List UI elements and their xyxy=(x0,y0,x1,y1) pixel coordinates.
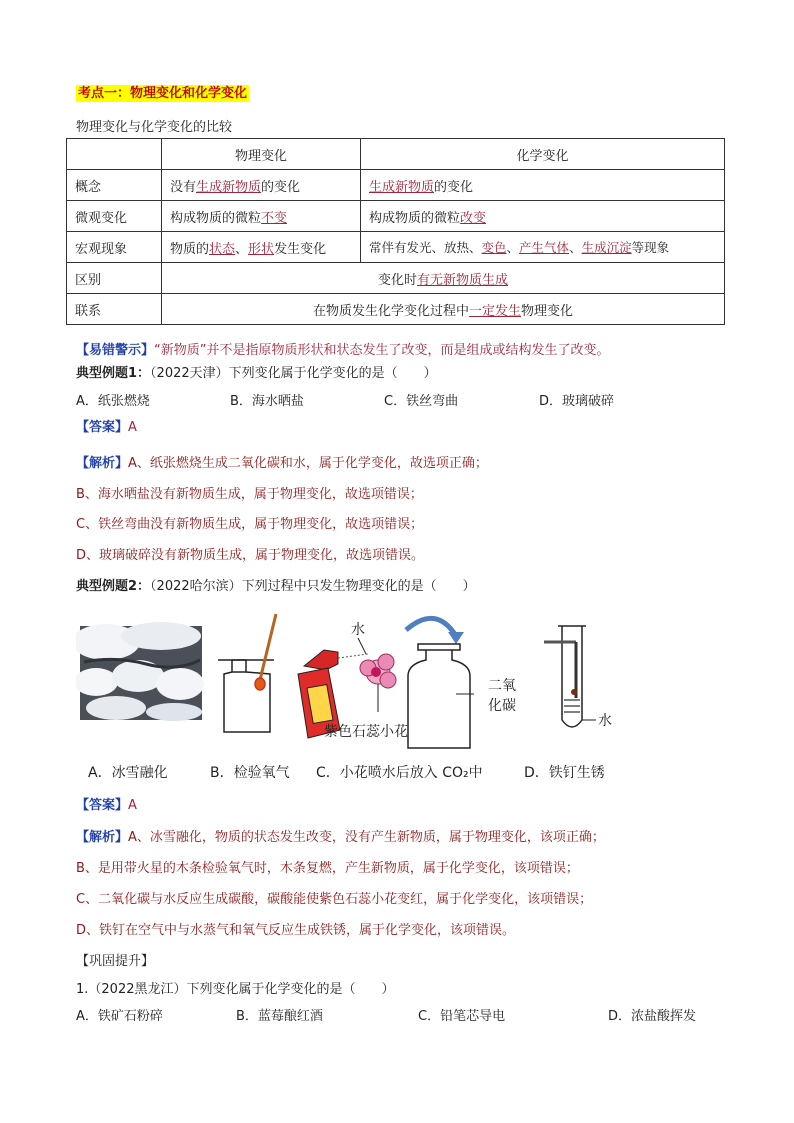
row-label: 微观变化 xyxy=(67,201,162,232)
table-row-macro xyxy=(67,232,725,263)
cell-physical: 物质的状态、形状发生变化 xyxy=(162,232,361,263)
example1-question: 典型例题1：（2022天津）下列变化属于化学变化的是（ ） xyxy=(76,366,437,381)
label-co2-1: 二氧 xyxy=(488,678,516,694)
option-b: B．海水晒盐 xyxy=(230,394,304,409)
cell-merged: 变化时有无新物质生成 xyxy=(162,263,725,294)
oxygen-test-bottle xyxy=(218,614,276,732)
row-label: 区别 xyxy=(67,263,162,294)
cell-chemical: 构成物质的微粒改变 xyxy=(361,201,725,232)
cell-physical: 没有生成新物质的变化 xyxy=(162,170,361,201)
example2-analysis-b: B、是用带火星的木条检验氧气时，木条复燃，产生新物质，属于化学变化，该项错误； xyxy=(76,861,579,876)
example1-analysis-c: C、铁丝弯曲没有新物质生成，属于物理变化，故选项错误； xyxy=(76,517,424,532)
test-tube xyxy=(544,626,586,727)
example2-question: 典型例题2：（2022哈尔滨）下列过程中只发生物理变化的是（ ） xyxy=(76,579,476,594)
row-label: 概念 xyxy=(67,170,162,201)
cell-chemical: 生成新物质的变化 xyxy=(361,170,725,201)
comparison-table xyxy=(66,138,725,325)
table-row-relation xyxy=(67,294,725,325)
option-d: D．浓盐酸挥发 xyxy=(608,1009,697,1024)
cell-physical: 构成物质的微粒不变 xyxy=(162,201,361,232)
example2-analysis-a: 【解析】A、冰雪融化，物质的状态发生改变，没有产生新物质，属于物理变化，该项正确； xyxy=(76,830,605,845)
header-empty xyxy=(67,139,162,170)
warning-line: 【易错警示】“新物质”并不是指原物质形状和状态发生了改变，而是组成或结构发生了改变。 xyxy=(76,343,610,358)
cell-chemical: 常伴有发光、放热、变色、产生气体、生成沉淀等现象 xyxy=(361,232,725,263)
label-water-2: 水 xyxy=(598,713,612,729)
consolidate-label: 【巩固提升】 xyxy=(76,954,155,969)
example1-analysis-d: D、玻璃破碎没有新物质生成，属于物理变化，故选项错误。 xyxy=(76,548,425,563)
option-a: A．冰雪融化 xyxy=(88,765,168,781)
example2-analysis-c: C、二氧化碳与水反应生成碳酸，碳酸能使紫色石蕊小花变红，属于化学变化，该项错误； xyxy=(76,892,593,907)
example1-analysis-a: 【解析】A、纸张燃烧生成二氧化碳和水，属于化学变化，故选项正确； xyxy=(76,456,488,471)
header-physical: 物理变化 xyxy=(162,139,361,170)
arrow-icon xyxy=(406,618,456,636)
label-co2-2: 化碳 xyxy=(488,698,516,714)
flower-icon xyxy=(360,654,396,712)
example2-answer: 【答案】A xyxy=(76,798,137,813)
example1-answer: 【答案】A xyxy=(76,420,137,435)
option-c: C．铁丝弯曲 xyxy=(384,394,459,409)
label-water: 水 xyxy=(351,622,365,638)
header-chemical: 化学变化 xyxy=(361,139,725,170)
option-a: A．铁矿石粉碎 xyxy=(76,1009,163,1024)
table-row-diff xyxy=(67,263,725,294)
cell-merged: 在物质发生化学变化过程中一定发生物理变化 xyxy=(162,294,725,325)
example2-analysis-d: D、铁钉在空气中与水蒸气和氧气反应生成铁锈，属于化学变化，该项错误。 xyxy=(76,923,516,938)
table-header-row xyxy=(67,139,725,170)
option-b: B．蓝莓酿红酒 xyxy=(236,1009,323,1024)
option-d: D．铁钉生锈 xyxy=(524,765,605,781)
table-row-concept xyxy=(67,170,725,201)
row-label: 宏观现象 xyxy=(67,232,162,263)
section-title: 考点一：物理变化和化学变化 xyxy=(78,86,248,101)
row-label: 联系 xyxy=(67,294,162,325)
table-row-micro xyxy=(67,201,725,232)
option-c: C．小花喷水后放入 CO₂中 xyxy=(316,765,483,781)
option-b: B．检验氧气 xyxy=(210,765,290,781)
comparison-caption: 物理变化与化学变化的比较 xyxy=(76,120,233,135)
option-d: D．玻璃破碎 xyxy=(539,394,615,409)
co2-jar xyxy=(408,644,470,748)
label-flower: 紫色石蕊小花 xyxy=(324,724,408,740)
example2-figures xyxy=(76,612,636,752)
option-c: C．铅笔芯导电 xyxy=(418,1009,506,1024)
snow-photo xyxy=(76,622,204,721)
consolidate-q1: 1.（2022黑龙江）下列变化属于化学变化的是（ ） xyxy=(76,982,395,997)
option-a: A．纸张燃烧 xyxy=(76,394,150,409)
example1-analysis-b: B、海水晒盐没有新物质生成，属于物理变化，故选项错误； xyxy=(76,487,423,502)
